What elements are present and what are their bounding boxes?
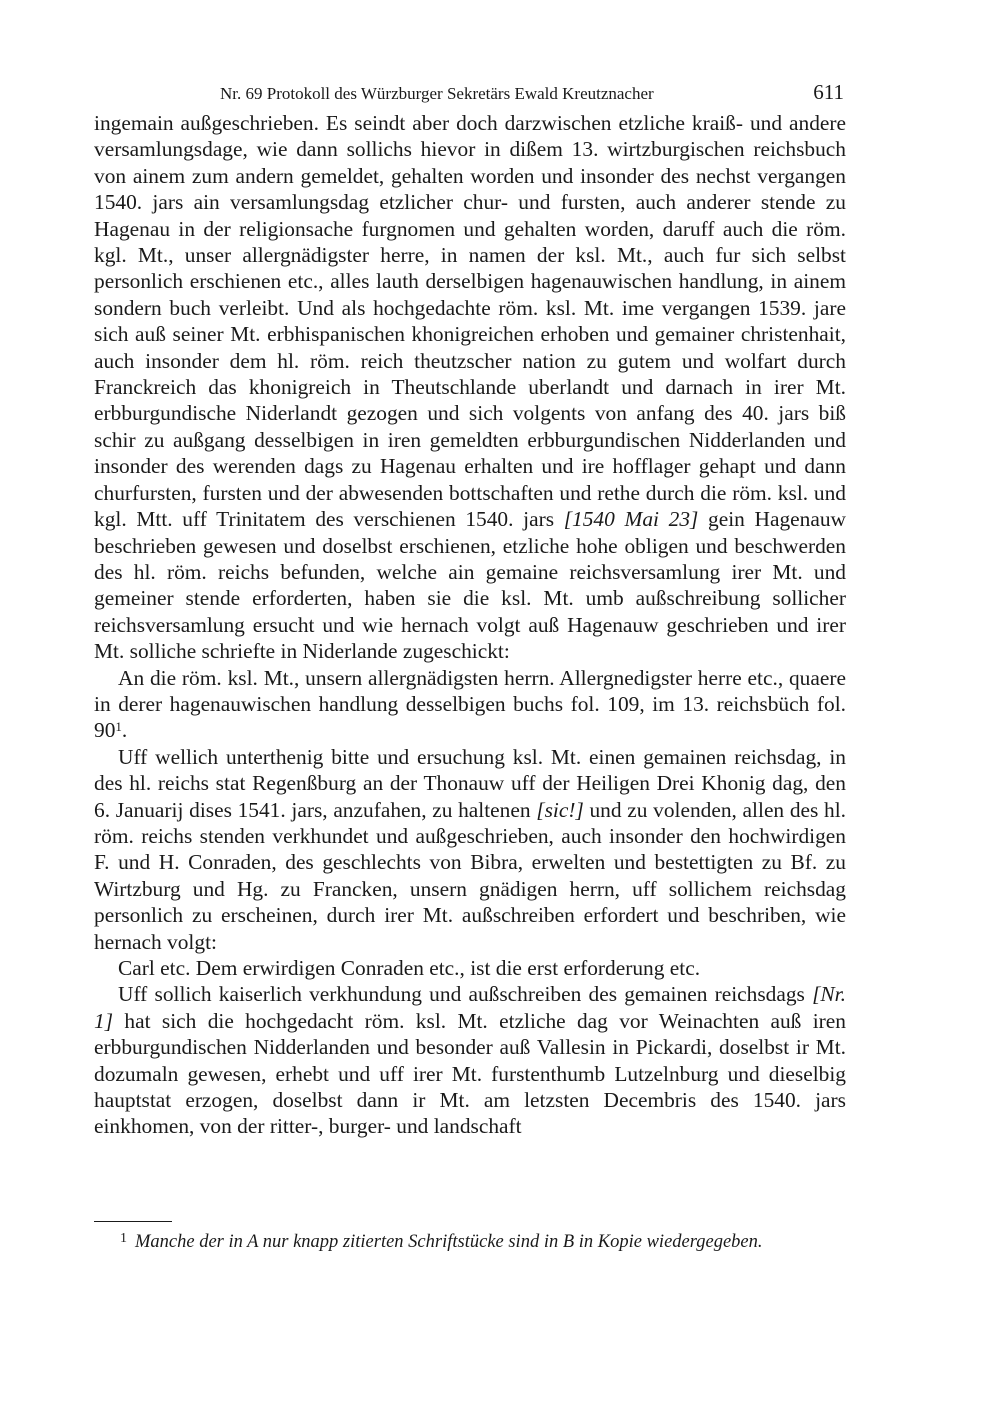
- footnote-number: 1: [120, 1231, 127, 1246]
- editorial-number-note: [Nr. 1]: [94, 982, 846, 1033]
- paragraph-3: [94, 744, 846, 955]
- paragraph-4: Carl etc. Dem erwirdigen Conraden etc., ist die erst erforderung etc.: [118, 956, 701, 980]
- paragraph-3-text-b: und zu volenden, allen des hl. röm. reichs stenden verkhundet und außgeschrieben, auch insonder den hochwirdigen F. und H. Conraden, des geschlechts von Bibra, erwelten und bestettigten zu Bf. zu Wirtzburg und Hg. zu Francken, unsern gnädigen herrn, uff sollichem reichsdag personlich zu erscheinen, durch irer Mt. außschreiben erfordert und beschriben, wie hernach volgt:: [94, 797, 846, 954]
- paragraph-5-text-a: Uff sollich kaiserlich verkhundung und außschreiben des gemainen reichsdags: [118, 982, 813, 1007]
- footnote-reference[interactable]: 1: [115, 719, 122, 735]
- paragraph-5-text-b: hat sich die hochgedacht röm. ksl. Mt. etzliche dag vor Weinachten auß iren erbburgundischen Nidderlanden und besonder auß Vallesin in Pickardi, doselbst ir Mt. dozumaln gewesen, erhebt und uff irer Mt. furstenthumb Lutzelnburg und dieselbig hauptstat erzogen, doselbst dann ir Mt. am letzsten Decembris des 1540. jars einkhomen, von der ritter-, burger- und landschaft: [94, 1008, 846, 1139]
- page: [94, 78, 846, 1140]
- paragraph-2: [94, 665, 846, 744]
- body-text: [94, 110, 846, 1140]
- paragraph-1-text-a: ingemain außgeschrieben. Es seindt aber doch darzwischen etzliche kraiß- und andere versamlungsdage, wie dann sollichs hievor in dißem 13. wirtzburgischen reichsbuch von ainem zum andern gemeldet, gehalten worden und insonder des nechst vergangen 1540. jars ain versamlungsdag etzlicher chur- und fursten, auch anderer stende zu Hagenau in der religionsache furgnomen und gehalten worden, daruff auch die röm. kgl. Mt., unser allergnädigster herre, in namen der ksl. Mt., auch fur sich selbst personlich erschienen etc., alles lauth derselbigen hagenauwischen handlung, in ainem sondern buch verleibt. Und als hochgedachte röm. ksl. Mt. ime vergangen 1539. jare sich auß seiner Mt. erbhispanischen khonigreichen erhoben und gemainer christenhait, auch insonder dem hl. röm. reich theutzscher nation zu gutem und wolfart durch Franckreich das khonigreich in Theutschlande uberlandt und darnach in irer Mt. erbburgundische Niderlandt gezogen und sich volgents von anfang des 40. jars biß schir zu außgang desselbigen in iren gemeldten erbburgundischen Nidderlanden und insonder des werenden dags zu Hagenau erhalten und ire hofflager gehapt und dann churfursten, fursten und der abwesenden bottschaften und rethe durch die röm. ksl. und kgl. Mtt. uff Trinitatem des verschienen 1540. jars: [94, 111, 846, 532]
- footnote: [120, 1226, 860, 1255]
- footnote-text: Manche der in A nur knapp zitierten Schriftstücke sind in B in Kopie wiedergegeben.: [135, 1232, 763, 1252]
- paragraph-3-text-a: Uff wellich unterthenig bitte und ersuchung ksl. Mt. einen gemainen reichsdag, in des hl. reichs stat Regenßburg an der Thonauw uff der Heiligen Drei Khonig dag, den 6. Januarij dises 1541. jars, anzufahen, zu haltenen: [94, 744, 846, 822]
- editorial-date-note: [1540 Mai 23]: [563, 507, 699, 532]
- page-number: 611: [813, 80, 844, 104]
- paragraph-5: [94, 981, 846, 1139]
- editorial-sic-note: [sic!]: [536, 797, 584, 822]
- paragraph-1-text-b: gein Hagenauw beschrieben gewesen und doselbst erschienen, etzliche hohe obligen und beschwerden des hl. röm. reichs befunden, welche ain gemaine reichsversamlung irer Mt. und gemeiner stende erforderten, haben sie die ksl. Mt. umb außschreibung sollicher reichsversamlung ersucht und wie hernach volgt auß Hagenauw geschrieben und irer Mt. solliche schriefte in Niderlande zugeschickt:: [94, 507, 847, 664]
- running-head: [94, 78, 846, 110]
- paragraph-2-text-b: .: [121, 718, 128, 743]
- footnote-divider: [94, 1221, 172, 1222]
- running-title: Nr. 69 Protokoll des Würzburger Sekretärs Ewald Kreutznacher: [220, 84, 654, 103]
- paragraph-1: [94, 110, 846, 665]
- paragraph-2-text-a: An die röm. ksl. Mt., unsern allergnädigsten herrn. Allergnedigster herre etc., quaere in derer hagenauwischen handlung desselbigen buchs fol. 109, im 13. reichsbüch fol. 90: [94, 665, 846, 743]
